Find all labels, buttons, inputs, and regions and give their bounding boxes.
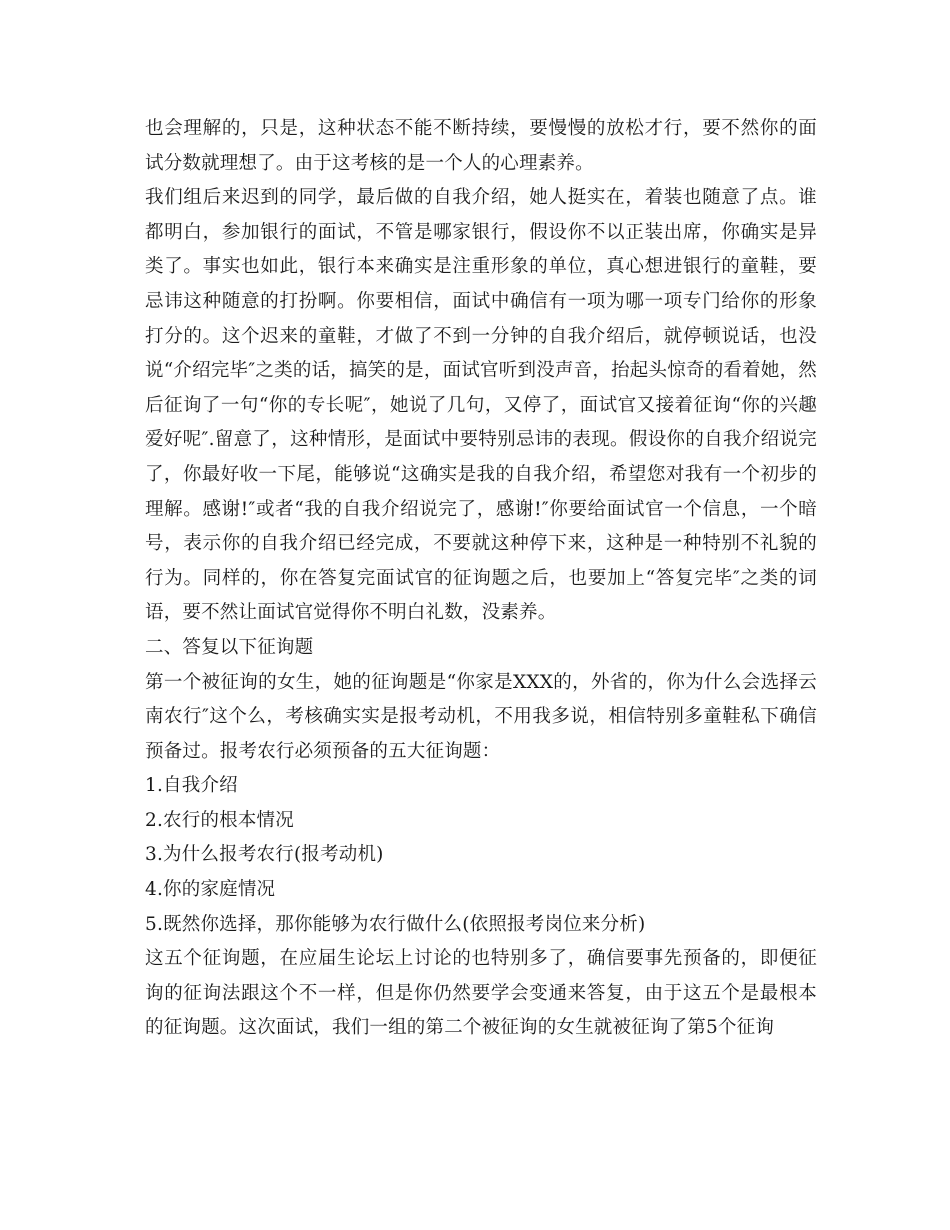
- list-item: 1.自我介绍: [145, 775, 238, 797]
- paragraph-4: 这五个征询题，在应届生论坛上讨论的也特别多了，确信要事先预备的，即便征询的征询法跟这个不一样，但是你仍然要学会变通来答复，由于这五个是最根本的征询题。这次面试，我们一组的第二个被征询的女生就被征询了第5个征询: [145, 948, 817, 1039]
- list-item: 4.你的家庭情况: [145, 879, 276, 901]
- paragraph-3: 第一个被征询的女生，她的征询题是“你家是XXX的，外省的，你为什么会选择云南农行″这个么，考核确实实是报考动机，不用我多说，相信特别多童鞋私下确信预备过。报考农行必须预备的五大征询题：: [145, 671, 817, 762]
- paragraph-2: 我们组后来迟到的同学，最后做的自我介绍，她人挺实在，着装也随意了点。谁都明白，参加银行的面试，不管是哪家银行，假设你不以正装出席，你确实是异类了。事实也如此，银行本来确实是注重形象的单位，真心想进银行的童鞋，要忌讳这种随意的打扮啊。你要相信，面试中确信有一项为哪一项专门给你的形象打分的。这个迟来的童鞋，才做了不到一分钟的自我介绍后，就停顿说话，也没说“介绍完毕″之类的话，搞笑的是，面试官听到没声音，抬起头惊奇的看着她，然后征询了一句“你的专长呢″，她说了几句，又停了，面试官又接着征询“你的兴趣爱好呢″.留意了，这种情形，是面试中要特别忌讳的表现。假设你的自我介绍说完了，你最好收一下尾，能够说“这确实是我的自我介绍，希望您对我有一个初步的理解。感谢!″或者“我的自我介绍说完了，感谢!″你要给面试官一个信息，一个暗号，表示你的自我介绍已经完成，不要就这种停下来，这种是一种特别不礼貌的行为。同样的，你在答复完面试官的征询题之后，也要加上“答复完毕″之类的词语，要不然让面试官觉得你不明白礼数，没素养。: [145, 187, 817, 624]
- section-heading: 二、答复以下征询题: [145, 636, 314, 658]
- list-item: 2.农行的根本情况: [145, 809, 294, 831]
- document-body: [145, 112, 817, 1046]
- list-item: 3.为什么报考农行(报考动机): [145, 844, 384, 866]
- list-item: 5.既然你选择，那你能够为农行做什么(依照报考岗位来分析): [145, 913, 646, 935]
- paragraph-1: 也会理解的，只是，这种状态不能不断持续，要慢慢的放松才行，要不然你的面试分数就理想了。由于这考核的是一个人的心理素养。: [145, 118, 817, 174]
